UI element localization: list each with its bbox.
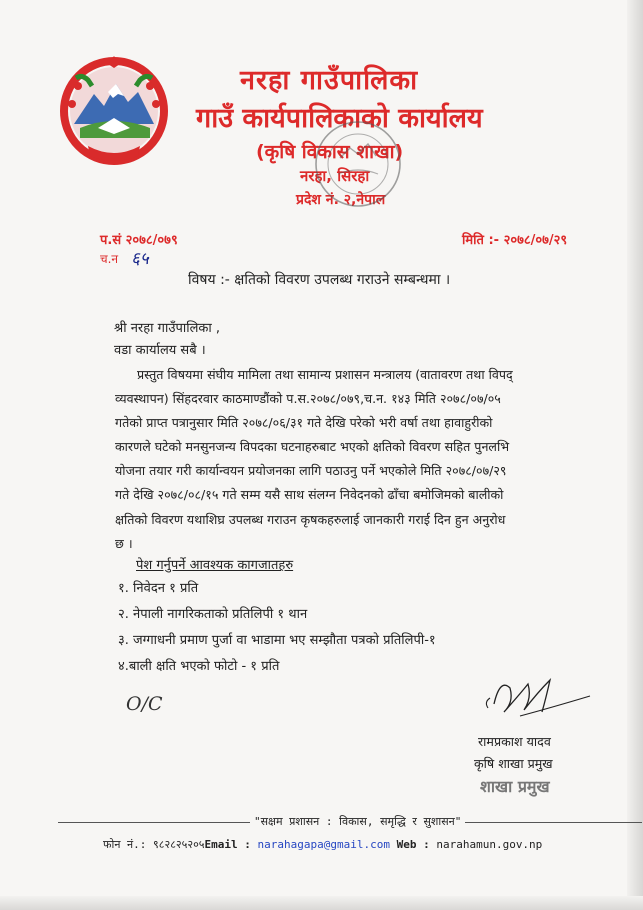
body-line: कारणले घटेको मनसुनजन्य विपदका घटनाहरुबाट भएको क्षतिको विवरण सहित पुनलभि — [115, 439, 510, 455]
body-line: प्रस्तुत विषयमा संघीय मामिला तथा सामान्य प्रशासन मन्त्रालय (वातावरण तथा विपद् — [137, 367, 513, 382]
dispatch-label: च.न — [100, 252, 119, 266]
letter-subject: विषय :- क्षतिको विवरण उपलब्ध गराउने सम्बन्धमा । — [188, 272, 451, 288]
document-item: १. निवेदन १ प्रति — [118, 581, 199, 596]
body-line: व्यवस्थापन) सिंहदरवार काठमाण्डौंको प.स.२०७८/०७९,च.न. १४३ मिति २०७८/०७/०५ — [115, 391, 501, 407]
body-line: गते देखि २०७८/०८/१५ गते सम्म यसै साथ संलग्न निवेदनको ढाँचा बमोजिमको बालीको — [115, 487, 504, 503]
email-link[interactable]: narahagapa@gmail.com — [257, 838, 390, 851]
letter-body — [115, 363, 635, 556]
designation-stamp: शाखा प्रमुख — [480, 777, 550, 796]
documents-heading: पेश गर्नुपर्ने आवश्यक कागजातहरु — [136, 558, 294, 573]
body-line: छ । — [115, 535, 133, 551]
footer-motto: "सक्षम प्रशासन : विकास, समृद्धि र सुशासन" — [250, 814, 465, 829]
phone-number: ९८२८२५२०५ — [153, 838, 205, 851]
reference-number: प.सं २०७८/०७९ — [100, 233, 178, 248]
signatory-name: रामप्रकाश यादव — [478, 734, 551, 749]
web-link[interactable]: narahamun.gov.np — [436, 838, 543, 851]
addressee-line-2: वडा कार्यालय सबै । — [114, 343, 206, 358]
page-bottom-shadow — [0, 896, 643, 910]
body-line: योजना तयार गरी कार्यान्वयन प्रयोजनका लागि पठाउनु पर्ने भएकोले मिति २०७८/०७/२९ — [115, 463, 507, 479]
body-line: गतेको प्राप्त पत्रानुसार मिति २०७८/०६/३१ गते देखि परेको भरी वर्षा तथा हावाहुरीको — [115, 415, 493, 431]
municipality-name: नरहा गाउँपालिका — [240, 65, 419, 96]
office-name: गाउँ कार्यपालिकाको कार्यालय — [196, 103, 483, 134]
office-seal-icon — [312, 118, 404, 210]
document-item: ४.बाली क्षति भएको फोटो - १ प्रति — [118, 659, 280, 674]
footer-contact — [103, 837, 542, 852]
email-label: Email : — [204, 838, 251, 851]
oc-note: O/C — [126, 693, 163, 715]
signatory-title: कृषि शाखा प्रमुख — [474, 756, 553, 771]
body-line: क्षतिको विवरण यथाशिघ्र उपलब्ध गराउन कृषकहरुलाई जानकारी गराई दिन हुन अनुरोध — [115, 511, 506, 527]
province-line: प्रदेश नं. २,नेपाल — [296, 192, 386, 208]
office-location: नरहा, सिरहा — [300, 167, 370, 185]
handwritten-signature-icon — [480, 668, 600, 726]
section-name: (कृषि विकास शाखा) — [256, 141, 404, 163]
letter-date: मिति :- २०७८/०७/२९ — [462, 233, 568, 248]
phone-label: फोन नं.: — [103, 838, 147, 851]
nepal-emblem-icon — [58, 56, 170, 166]
document-item: ३. जग्गाधनी प्रमाण पुर्जा वा भाडामा भए सम्झौता पत्रको प्रतिलिपी-१ — [118, 633, 436, 648]
addressee-line-1: श्री नरहा गाउँपालिका , — [114, 321, 220, 336]
document-item: २. नेपाली नागरिकताको प्रतिलिपी १ थान — [118, 607, 308, 622]
web-label: Web : — [396, 838, 430, 851]
dispatch-number: ६५ — [131, 249, 149, 269]
